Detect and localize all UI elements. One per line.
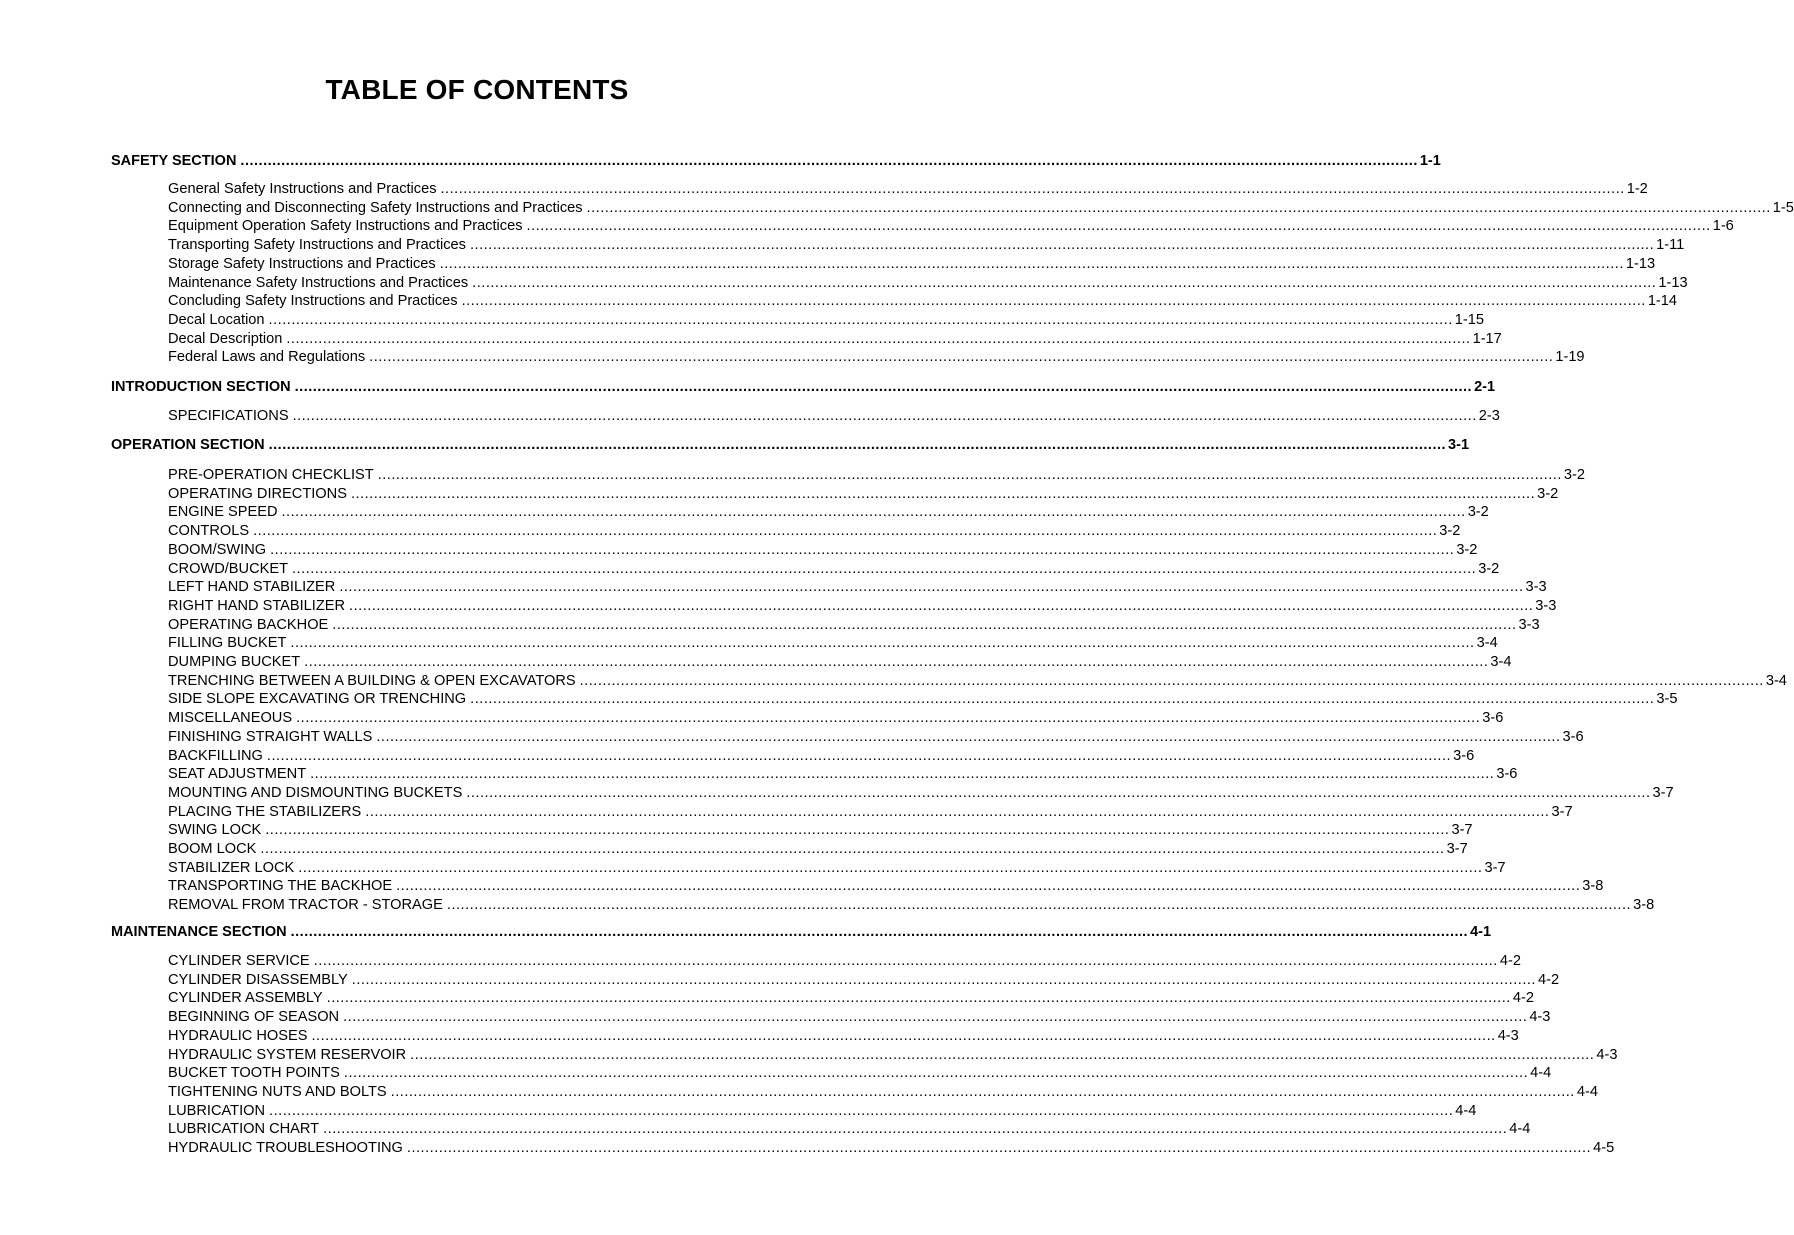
toc-entry[interactable] xyxy=(168,255,1656,273)
toc-entry[interactable] xyxy=(168,1046,1618,1064)
toc-entry-page-number: 4-4 xyxy=(1576,1084,1598,1100)
toc-entry-page-number: 3-7 xyxy=(1484,860,1506,876)
toc-entry-page-number: 3-2 xyxy=(1478,561,1500,577)
dot-leader: .................................................................................................................................................................................................................................................................... xyxy=(313,953,1498,969)
toc-entry-page-number: 3-7 xyxy=(1652,785,1674,801)
dot-leader: .................................................................................................................................................................................................................................................................... xyxy=(365,804,1550,820)
dot-leader: .................................................................................................................................................................................................................................................................... xyxy=(350,486,1536,502)
toc-entry-page-number: 3-2 xyxy=(1467,504,1489,520)
dot-leader: .................................................................................................................................................................................................................................................................... xyxy=(311,1028,1496,1044)
toc-entry-label: CYLINDER DISASSEMBLY xyxy=(168,972,348,988)
toc-entry[interactable] xyxy=(168,180,1648,198)
dot-leader: .................................................................................................................................................................................................................................................................... xyxy=(286,331,1471,347)
dot-leader: .................................................................................................................................................................................................................................................................... xyxy=(326,990,1511,1006)
toc-section-entry-label: INTRODUCTION SECTION xyxy=(111,379,291,395)
toc-entry-label: SIDE SLOPE EXCAVATING OR TRENCHING xyxy=(168,691,467,707)
toc-entry-label: Federal Laws and Regulations xyxy=(168,349,366,365)
dot-leader: .................................................................................................................................................................................................................................................................... xyxy=(304,654,1489,670)
dot-leader: .................................................................................................................................................................................................................................................................... xyxy=(377,467,1562,483)
toc-entry[interactable] xyxy=(168,217,1734,235)
toc-entry-label: CYLINDER ASSEMBLY xyxy=(168,990,323,1006)
toc-entry-page-number: 3-4 xyxy=(1476,635,1498,651)
toc-entry[interactable] xyxy=(168,821,1473,839)
dot-leader: .................................................................................................................................................................................................................................................................... xyxy=(294,379,1473,395)
toc-section-entry-label: MAINTENANCE SECTION xyxy=(111,924,287,940)
toc-section-entry[interactable] xyxy=(111,152,1441,170)
toc-entry-page-number: 3-6 xyxy=(1496,766,1518,782)
toc-entry-label: OPERATING DIRECTIONS xyxy=(168,486,347,502)
toc-entry-page-number: 1-13 xyxy=(1625,256,1656,272)
toc-entry-label: FILLING BUCKET xyxy=(168,635,287,651)
dot-leader: .................................................................................................................................................................................................................................................................... xyxy=(296,710,1481,726)
toc-entry-label: BOOM/SWING xyxy=(168,542,267,558)
toc-entry-label: BEGINNING OF SEASON xyxy=(168,1009,340,1025)
toc-entry[interactable] xyxy=(168,616,1540,634)
toc-entry-label: Decal Description xyxy=(168,331,283,347)
toc-entry-label: BACKFILLING xyxy=(168,748,263,764)
toc-entry-label: TIGHTENING NUTS AND BOLTS xyxy=(168,1084,387,1100)
dot-leader: .................................................................................................................................................................................................................................................................... xyxy=(298,860,1483,876)
toc-entry-label: Storage Safety Instructions and Practices xyxy=(168,256,436,272)
toc-entry-page-number: 1-14 xyxy=(1647,293,1678,309)
toc-entry-page-number: 3-5 xyxy=(1656,691,1678,707)
toc-entry-page-number: 3-2 xyxy=(1563,467,1585,483)
toc-entry[interactable] xyxy=(168,274,1688,292)
toc-entry-page-number: 3-6 xyxy=(1453,748,1475,764)
toc-entry-label: Transporting Safety Instructions and Practices xyxy=(168,237,466,253)
toc-entry[interactable] xyxy=(168,503,1489,521)
dot-leader: .................................................................................................................................................................................................................................................................... xyxy=(323,1121,1508,1137)
toc-section-entry-page-number: 1-1 xyxy=(1419,153,1441,169)
dot-leader: .................................................................................................................................................................................................................................................................... xyxy=(253,523,1438,539)
toc-entry[interactable] xyxy=(168,348,1585,366)
toc-entry-label: STABILIZER LOCK xyxy=(168,860,295,876)
dot-leader: .................................................................................................................................................................................................................................................................... xyxy=(390,1084,1575,1100)
dot-leader: .................................................................................................................................................................................................................................................................... xyxy=(269,1103,1454,1119)
toc-entry-label: REMOVAL FROM TRACTOR - STORAGE xyxy=(168,897,443,913)
toc-entry[interactable] xyxy=(168,466,1585,484)
toc-entry[interactable] xyxy=(168,653,1512,671)
toc-entry[interactable] xyxy=(168,1064,1552,1082)
toc-section-entry[interactable] xyxy=(111,436,1470,454)
dot-leader: .................................................................................................................................................................................................................................................................... xyxy=(446,897,1632,913)
toc-entry[interactable] xyxy=(168,896,1655,914)
dot-leader: .................................................................................................................................................................................................................................................................... xyxy=(579,673,1764,689)
toc-entry-label: Concluding Safety Instructions and Practices xyxy=(168,293,458,309)
toc-entry-label: PLACING THE STABILIZERS xyxy=(168,804,362,820)
dot-leader: .................................................................................................................................................................................................................................................................... xyxy=(440,181,1625,197)
toc-entry-label: LEFT HAND STABILIZER xyxy=(168,579,336,595)
toc-entry-page-number: 3-6 xyxy=(1562,729,1584,745)
dot-leader: .................................................................................................................................................................................................................................................................... xyxy=(406,1140,1592,1156)
toc-entry-label: FINISHING STRAIGHT WALLS xyxy=(168,729,373,745)
dot-leader: .................................................................................................................................................................................................................................................................... xyxy=(290,635,1475,651)
toc-entry-page-number: 1-13 xyxy=(1658,275,1688,291)
toc-entry-page-number: 3-7 xyxy=(1446,841,1468,857)
toc-section-entry[interactable] xyxy=(111,923,1492,941)
dot-leader: .................................................................................................................................................................................................................................................................... xyxy=(526,218,1711,234)
dot-leader: .................................................................................................................................................................................................................................................................... xyxy=(240,153,1418,169)
toc-entry[interactable] xyxy=(168,199,1794,217)
toc-entry-page-number: 1-17 xyxy=(1472,331,1502,347)
toc-entry-page-number: 3-3 xyxy=(1518,617,1540,633)
toc-entry-page-number: 3-8 xyxy=(1633,897,1655,913)
dot-leader: .................................................................................................................................................................................................................................................................... xyxy=(260,841,1445,857)
dot-leader: .................................................................................................................................................................................................................................................................... xyxy=(469,237,1655,253)
toc-entry[interactable] xyxy=(168,311,1484,329)
dot-leader: .................................................................................................................................................................................................................................................................... xyxy=(265,822,1450,838)
toc-section-entry-page-number: 2-1 xyxy=(1474,379,1496,395)
toc-entry-label: TRANSPORTING THE BACKHOE xyxy=(168,878,393,894)
toc-entry-page-number: 3-3 xyxy=(1525,579,1547,595)
toc-entry-page-number: 4-2 xyxy=(1499,953,1521,969)
toc-entry-label: LUBRICATION xyxy=(168,1103,266,1119)
toc-entry[interactable] xyxy=(168,1139,1615,1157)
dot-leader: .................................................................................................................................................................................................................................................................... xyxy=(343,1065,1529,1081)
toc-entry-label: HYDRAULIC TROUBLESHOOTING xyxy=(168,1140,403,1156)
toc-entry-label: LUBRICATION CHART xyxy=(168,1121,320,1137)
toc-entry[interactable] xyxy=(168,485,1559,503)
dot-leader: .................................................................................................................................................................................................................................................................... xyxy=(268,312,1453,328)
toc-entry-page-number: 2-3 xyxy=(1478,408,1500,424)
dot-leader: .................................................................................................................................................................................................................................................................... xyxy=(586,200,1771,216)
toc-entry-label: Maintenance Safety Instructions and Practices xyxy=(168,275,469,291)
toc-entry[interactable] xyxy=(168,784,1674,802)
toc-entry[interactable] xyxy=(168,952,1521,970)
dot-leader: .................................................................................................................................................................................................................................................................... xyxy=(343,1009,1528,1025)
toc-entry[interactable] xyxy=(168,859,1506,877)
toc-section-entry[interactable] xyxy=(111,378,1496,396)
toc-entry-label: SPECIFICATIONS xyxy=(168,408,289,424)
toc-entry-page-number: 3-8 xyxy=(1582,878,1604,894)
toc-entry[interactable] xyxy=(168,690,1678,708)
toc-entry[interactable] xyxy=(168,709,1504,727)
toc-entry-page-number: 3-4 xyxy=(1765,673,1787,689)
dot-leader: .................................................................................................................................................................................................................................................................... xyxy=(396,878,1581,894)
toc-entry[interactable] xyxy=(168,840,1468,858)
dot-leader: .................................................................................................................................................................................................................................................................... xyxy=(292,561,1477,577)
toc-entry[interactable] xyxy=(168,634,1498,652)
toc-entry[interactable] xyxy=(168,1120,1531,1138)
toc-entry[interactable] xyxy=(168,578,1547,596)
toc-entry-label: SWING LOCK xyxy=(168,822,262,838)
toc-entry-label: HYDRAULIC HOSES xyxy=(168,1028,308,1044)
toc-section-entry-label: SAFETY SECTION xyxy=(111,153,237,169)
dot-leader: .................................................................................................................................................................................................................................................................... xyxy=(472,275,1657,291)
toc-entry[interactable] xyxy=(168,672,1787,690)
toc-entry-page-number: 3-4 xyxy=(1490,654,1512,670)
toc-entry-label: CYLINDER SERVICE xyxy=(168,953,310,969)
toc-entry[interactable] xyxy=(168,541,1478,559)
toc-entry-label: PRE-OPERATION CHECKLIST xyxy=(168,467,374,483)
toc-entry-page-number: 3-2 xyxy=(1439,523,1461,539)
dot-leader: .................................................................................................................................................................................................................................................................... xyxy=(266,748,1452,764)
toc-entry-label: SEAT ADJUSTMENT xyxy=(168,766,307,782)
toc-entry[interactable] xyxy=(168,330,1502,348)
toc-entry[interactable] xyxy=(168,1102,1477,1120)
toc-entry[interactable] xyxy=(168,597,1557,615)
toc-entry[interactable] xyxy=(168,522,1461,540)
dot-leader: .................................................................................................................................................................................................................................................................... xyxy=(332,617,1517,633)
toc-entry-page-number: 4-3 xyxy=(1529,1009,1551,1025)
dot-leader: .................................................................................................................................................................................................................................................................... xyxy=(270,542,1455,558)
toc-entry-page-number: 3-2 xyxy=(1537,486,1559,502)
toc-entry-page-number: 4-4 xyxy=(1455,1103,1477,1119)
dot-leader: .................................................................................................................................................................................................................................................................... xyxy=(310,766,1495,782)
toc-entry[interactable] xyxy=(168,560,1500,578)
toc-entry-label: ENGINE SPEED xyxy=(168,504,278,520)
toc-section-entry-page-number: 4-1 xyxy=(1470,924,1492,940)
dot-leader: .................................................................................................................................................................................................................................................................... xyxy=(268,437,1447,453)
toc-section-entry-label: OPERATION SECTION xyxy=(111,437,265,453)
toc-entry[interactable] xyxy=(168,1027,1519,1045)
dot-leader: .................................................................................................................................................................................................................................................................... xyxy=(376,729,1561,745)
toc-entry-label: General Safety Instructions and Practices xyxy=(168,181,437,197)
toc-entry-label: DUMPING BUCKET xyxy=(168,654,301,670)
dot-leader: .................................................................................................................................................................................................................................................................... xyxy=(281,504,1466,520)
toc-entry-label: RIGHT HAND STABILIZER xyxy=(168,598,346,614)
dot-leader: .................................................................................................................................................................................................................................................................... xyxy=(466,785,1651,801)
dot-leader: .................................................................................................................................................................................................................................................................... xyxy=(339,579,1524,595)
toc-entry-page-number: 1-5 xyxy=(1772,200,1794,216)
toc-entry-page-number: 4-3 xyxy=(1596,1047,1618,1063)
toc-entry-page-number: 4-4 xyxy=(1509,1121,1531,1137)
dot-leader: .................................................................................................................................................................................................................................................................... xyxy=(290,924,1469,940)
toc-entry-page-number: 4-3 xyxy=(1497,1028,1519,1044)
toc-entry-page-number: 4-2 xyxy=(1537,972,1560,988)
toc-entry-page-number: 3-2 xyxy=(1456,542,1478,558)
toc-entry[interactable] xyxy=(168,877,1604,895)
toc-entry-page-number: 3-6 xyxy=(1482,710,1504,726)
dot-leader: .................................................................................................................................................................................................................................................................... xyxy=(410,1047,1595,1063)
toc-entry-page-number: 4-5 xyxy=(1593,1140,1615,1156)
toc-section-entry-page-number: 3-1 xyxy=(1448,437,1470,453)
toc-entry[interactable] xyxy=(168,989,1534,1007)
dot-leader: .................................................................................................................................................................................................................................................................... xyxy=(470,691,1655,707)
toc-entry-label: CROWD/BUCKET xyxy=(168,561,288,577)
toc-entry[interactable] xyxy=(168,1083,1598,1101)
toc-entry[interactable] xyxy=(168,803,1573,821)
toc-entry-label: CONTROLS xyxy=(168,523,250,539)
toc-entry-label: BUCKET TOOTH POINTS xyxy=(168,1065,340,1081)
toc-entry[interactable] xyxy=(168,1008,1551,1026)
toc-entry[interactable] xyxy=(168,292,1678,310)
dot-leader: .................................................................................................................................................................................................................................................................... xyxy=(369,349,1554,365)
toc-entry[interactable] xyxy=(168,728,1584,746)
dot-leader: .................................................................................................................................................................................................................................................................... xyxy=(351,972,1536,988)
dot-leader: .................................................................................................................................................................................................................................................................... xyxy=(439,256,1624,272)
toc-entry[interactable] xyxy=(168,747,1475,765)
toc-entry-label: MISCELLANEOUS xyxy=(168,710,293,726)
dot-leader: .................................................................................................................................................................................................................................................................... xyxy=(461,293,1646,309)
toc-entry-page-number: 1-2 xyxy=(1626,181,1648,197)
toc-entry-page-number: 4-4 xyxy=(1530,1065,1552,1081)
toc-entry[interactable] xyxy=(168,765,1518,783)
toc-entry-page-number: 3-7 xyxy=(1551,804,1573,820)
toc-entry[interactable] xyxy=(168,971,1560,989)
dot-leader: .................................................................................................................................................................................................................................................................... xyxy=(292,408,1477,424)
toc-entry-label: MOUNTING AND DISMOUNTING BUCKETS xyxy=(168,785,463,801)
toc-entry[interactable] xyxy=(168,236,1685,254)
toc-entry-label: OPERATING BACKHOE xyxy=(168,617,329,633)
toc-entry-label: Decal Location xyxy=(168,312,265,328)
toc-entry-label: TRENCHING BETWEEN A BUILDING & OPEN EXCAVATORS xyxy=(168,673,576,689)
toc-entry-label: Connecting and Disconnecting Safety Instructions and Practices xyxy=(168,200,583,216)
toc-entry-page-number: 3-7 xyxy=(1451,822,1473,838)
toc-entry[interactable] xyxy=(168,407,1500,425)
page-title: TABLE OF CONTENTS xyxy=(325,74,629,105)
toc-entry-page-number: 1-6 xyxy=(1712,218,1734,234)
dot-leader: .................................................................................................................................................................................................................................................................... xyxy=(349,598,1534,614)
toc-entry-page-number: 3-3 xyxy=(1535,598,1557,614)
toc-entry-page-number: 1-19 xyxy=(1555,349,1585,365)
toc-entry-label: Equipment Operation Safety Instructions and Practices xyxy=(168,218,523,234)
toc-entry-page-number: 1-11 xyxy=(1656,237,1685,253)
toc-entry-page-number: 4-2 xyxy=(1512,990,1534,1006)
toc-entry-label: BOOM LOCK xyxy=(168,841,257,857)
toc-entry-page-number: 1-15 xyxy=(1454,312,1484,328)
toc-entry-label: HYDRAULIC SYSTEM RESERVOIR xyxy=(168,1047,407,1063)
